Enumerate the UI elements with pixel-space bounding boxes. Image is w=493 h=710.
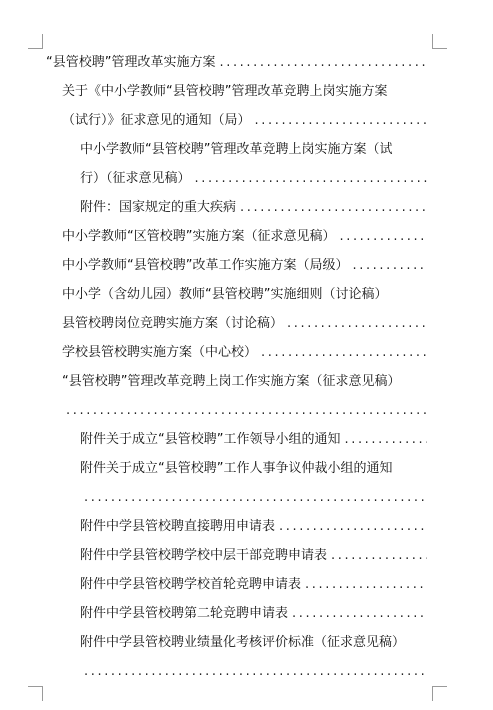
- toc-leader-dots: [301, 576, 427, 594]
- toc-entry[interactable]: [80, 576, 427, 594]
- toc-entry-text: 附件关于成立“县管校聘”工作领导小组的通知: [80, 432, 341, 447]
- toc-entry-text: 学校县管校聘实施方案（中心校）: [62, 345, 258, 360]
- toc-entry-continuation[interactable]: [80, 663, 427, 681]
- toc-entry-text: 行）（征求意见稿）: [80, 171, 191, 186]
- toc-leader-dots: [80, 663, 427, 681]
- toc-leader-dots: [335, 228, 427, 246]
- toc-leader-dots: [283, 315, 427, 333]
- toc-entry[interactable]: [80, 605, 427, 623]
- page-corner-mark-bottom-left: [28, 686, 43, 701]
- toc-entry-text: 中小学教师“区管校聘”实施方案（征求意见稿）: [62, 229, 336, 244]
- toc-entry[interactable]: [62, 344, 427, 362]
- toc-entry[interactable]: [80, 518, 427, 536]
- toc-leader-dots: [215, 54, 427, 72]
- toc-leader-dots: [348, 257, 427, 275]
- toc-entry[interactable]: [80, 634, 427, 652]
- toc-entry-text: 附件：国家规定的重大疾病: [80, 200, 237, 215]
- toc-entry-text: 附件关于成立“县管校聘”工作人事争议仲裁小组的通知: [80, 461, 393, 476]
- toc-entry[interactable]: [80, 460, 427, 478]
- toc-leader-dots: [236, 199, 427, 217]
- toc-entry[interactable]: [80, 199, 427, 217]
- toc-entry-text: “县管校聘”管理改革实施方案: [46, 55, 216, 70]
- toc-entry[interactable]: [62, 315, 427, 333]
- toc-entry-text: 中小学教师“县管校聘”改革工作实施方案（局级）: [62, 258, 349, 273]
- toc-entry[interactable]: [80, 547, 427, 565]
- toc-entry[interactable]: [80, 431, 427, 449]
- toc-entry-continuation[interactable]: [62, 402, 427, 420]
- toc-entry-text: 附件中学县管校聘业绩量化考核评价标准（征求意见稿）: [80, 635, 406, 650]
- toc-entry-text: 附件中学县管校聘学校中层干部竞聘申请表: [80, 548, 328, 563]
- toc-entry-text: “县管校聘”管理改革竞聘上岗工作实施方案（征求意见稿）: [62, 374, 401, 389]
- toc-entry[interactable]: [62, 373, 427, 391]
- toc-entry-text: 关于《中小学教师“县管校聘”管理改革竞聘上岗实施方案: [62, 84, 388, 99]
- toc-leader-dots: [80, 489, 427, 507]
- toc-entry[interactable]: [80, 141, 427, 159]
- toc-leader-dots: [327, 547, 427, 565]
- toc-leader-dots: [62, 402, 427, 420]
- page-corner-mark-top-right: [432, 34, 447, 49]
- toc-entry[interactable]: [62, 257, 427, 275]
- toc-entry[interactable]: [46, 54, 427, 72]
- toc-entry-text: 中小学（含幼儿园）教师“县管校聘”实施细则（讨论稿）: [62, 287, 388, 302]
- toc-entry-continuation[interactable]: [80, 489, 427, 507]
- toc-entry-text: 中小学教师“县管校聘”管理改革竞聘上岗实施方案（试: [80, 142, 393, 157]
- toc-entry-text: 附件中学县管校聘学校首轮竞聘申请表: [80, 577, 302, 592]
- toc-entry-text: 附件中学县管校聘直接聘用申请表: [80, 519, 276, 534]
- page-corner-mark-bottom-right: [432, 686, 447, 701]
- toc-leader-dots: [340, 431, 427, 449]
- toc-leader-dots: [191, 170, 427, 188]
- toc-leader-dots: [257, 344, 427, 362]
- toc-leader-dots: [275, 518, 427, 536]
- toc-entry-continuation[interactable]: [62, 112, 427, 130]
- toc-leader-dots: [251, 112, 427, 130]
- toc-entry-continuation[interactable]: [80, 170, 427, 188]
- page-corner-mark-top-left: [28, 34, 43, 49]
- toc-entry-text: 附件中学县管校聘第二轮竞聘申请表: [80, 606, 289, 621]
- toc-entry[interactable]: [62, 83, 427, 101]
- toc-entry-text: 县管校聘岗位竞聘实施方案（讨论稿）: [62, 316, 284, 331]
- toc-leader-dots: [288, 605, 427, 623]
- toc-entry[interactable]: [62, 286, 427, 304]
- toc-entry[interactable]: [62, 228, 427, 246]
- toc-entry-text: （试行）》征求意见的通知（局）: [62, 113, 251, 128]
